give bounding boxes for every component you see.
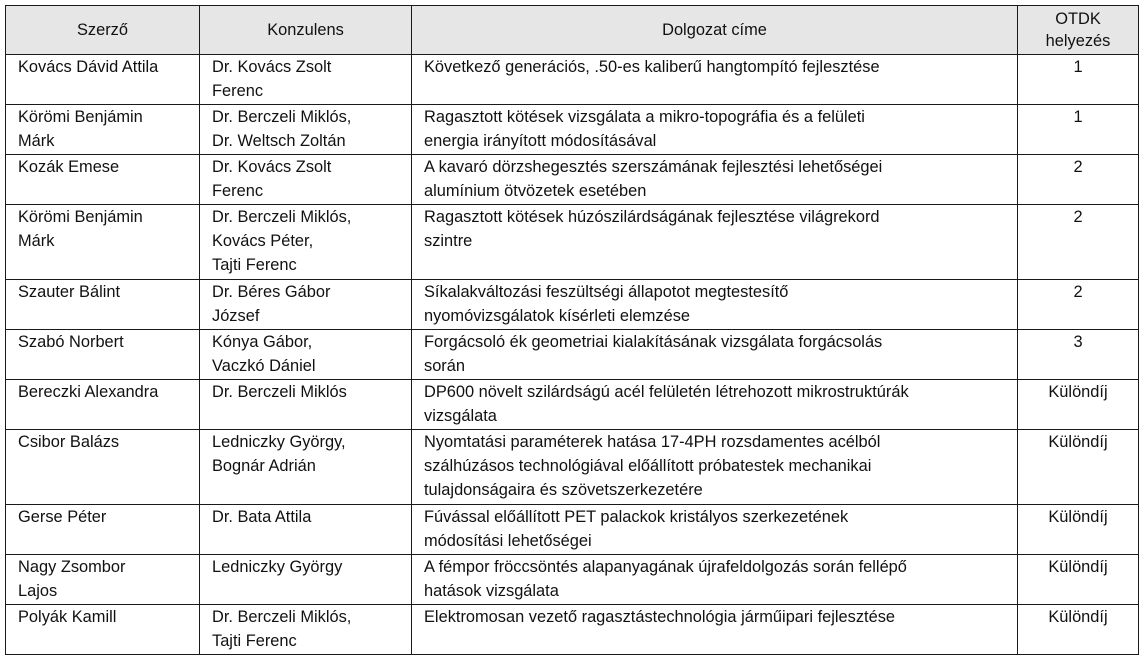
placement-cell: Különdíj: [1018, 380, 1139, 430]
placement-cell: 2: [1018, 205, 1139, 280]
placement-cell: Különdíj: [1018, 505, 1139, 555]
header-title: Dolgozat címe: [412, 6, 1018, 55]
advisor-cell: Ledniczky György, Bognár Adrián: [200, 430, 412, 505]
author-cell: Gerse Péter: [6, 505, 200, 555]
table-row: [6, 555, 1139, 605]
title-cell: Következő generációs, .50-es kaliberű hangtompító fejlesztése: [412, 55, 1018, 105]
title-cell: Síkalakváltozási feszültségi állapotot megtestesítő nyomóvizsgálatok kísérleti elemzése: [412, 280, 1018, 330]
author-cell: Szabó Norbert: [6, 330, 200, 380]
author-cell: Nagy Zsombor Lajos: [6, 555, 200, 605]
author-cell: Kozák Emese: [6, 155, 200, 205]
placement-cell: Különdíj: [1018, 555, 1139, 605]
title-cell: Forgácsoló ék geometriai kialakításának vizsgálata forgácsolás során: [412, 330, 1018, 380]
author-cell: Körömi Benjámin Márk: [6, 205, 200, 280]
advisor-cell: Ledniczky György: [200, 555, 412, 605]
advisor-cell: Dr. Béres Gábor József: [200, 280, 412, 330]
header-placement: OTDK helyezés: [1018, 6, 1139, 55]
title-cell: A kavaró dörzshegesztés szerszámának fejlesztési lehetőségei alumínium ötvözetek esetében: [412, 155, 1018, 205]
table-row: [6, 280, 1139, 330]
title-cell: Ragasztott kötések húzószilárdságának fejlesztése világrekord szintre: [412, 205, 1018, 280]
author-cell: Körömi Benjámin Márk: [6, 105, 200, 155]
advisor-cell: Dr. Bata Attila: [200, 505, 412, 555]
title-cell: Fúvással előállított PET palackok kristályos szerkezetének módosítási lehetőségei: [412, 505, 1018, 555]
header-row: [6, 6, 1139, 55]
author-cell: Polyák Kamill: [6, 605, 200, 655]
author-cell: Kovács Dávid Attila: [6, 55, 200, 105]
author-cell: Csibor Balázs: [6, 430, 200, 505]
author-cell: Szauter Bálint: [6, 280, 200, 330]
advisor-cell: Dr. Berczeli Miklós, Dr. Weltsch Zoltán: [200, 105, 412, 155]
placement-cell: 2: [1018, 155, 1139, 205]
advisor-cell: Dr. Berczeli Miklós, Tajti Ferenc: [200, 605, 412, 655]
advisor-cell: Kónya Gábor, Vaczkó Dániel: [200, 330, 412, 380]
title-cell: Nyomtatási paraméterek hatása 17-4PH rozsdamentes acélból szálhúzásos technológiával előállított próbatestek mechanikai tulajdonságaira és szövetszerkezetére: [412, 430, 1018, 505]
table-row: [6, 105, 1139, 155]
advisor-cell: Dr. Kovács Zsolt Ferenc: [200, 155, 412, 205]
table-row: [6, 605, 1139, 655]
table-row: [6, 430, 1139, 505]
otdk-results-table: [5, 5, 1139, 655]
title-cell: A fémpor fröccsöntés alapanyagának újrafeldolgozás során fellépő hatások vizsgálata: [412, 555, 1018, 605]
advisor-cell: Dr. Berczeli Miklós, Kovács Péter, Tajti Ferenc: [200, 205, 412, 280]
table-row: [6, 380, 1139, 430]
table-row: [6, 55, 1139, 105]
title-cell: Elektromosan vezető ragasztástechnológia járműipari fejlesztése: [412, 605, 1018, 655]
table-header: [6, 6, 1139, 55]
header-advisor: Konzulens: [200, 6, 412, 55]
placement-cell: Különdíj: [1018, 430, 1139, 505]
table-row: [6, 505, 1139, 555]
advisor-cell: Dr. Kovács Zsolt Ferenc: [200, 55, 412, 105]
title-cell: DP600 növelt szilárdságú acél felületén létrehozott mikrostruktúrák vizsgálata: [412, 380, 1018, 430]
table-body: [6, 55, 1139, 655]
results-table-container: [5, 5, 1139, 655]
placement-cell: 3: [1018, 330, 1139, 380]
placement-cell: 1: [1018, 105, 1139, 155]
author-cell: Bereczki Alexandra: [6, 380, 200, 430]
advisor-cell: Dr. Berczeli Miklós: [200, 380, 412, 430]
placement-cell: 2: [1018, 280, 1139, 330]
placement-cell: 1: [1018, 55, 1139, 105]
table-row: [6, 155, 1139, 205]
placement-cell: Különdíj: [1018, 605, 1139, 655]
table-row: [6, 330, 1139, 380]
title-cell: Ragasztott kötések vizsgálata a mikro-topográfia és a felületi energia irányított módosításával: [412, 105, 1018, 155]
header-author: Szerző: [6, 6, 200, 55]
table-row: [6, 205, 1139, 280]
